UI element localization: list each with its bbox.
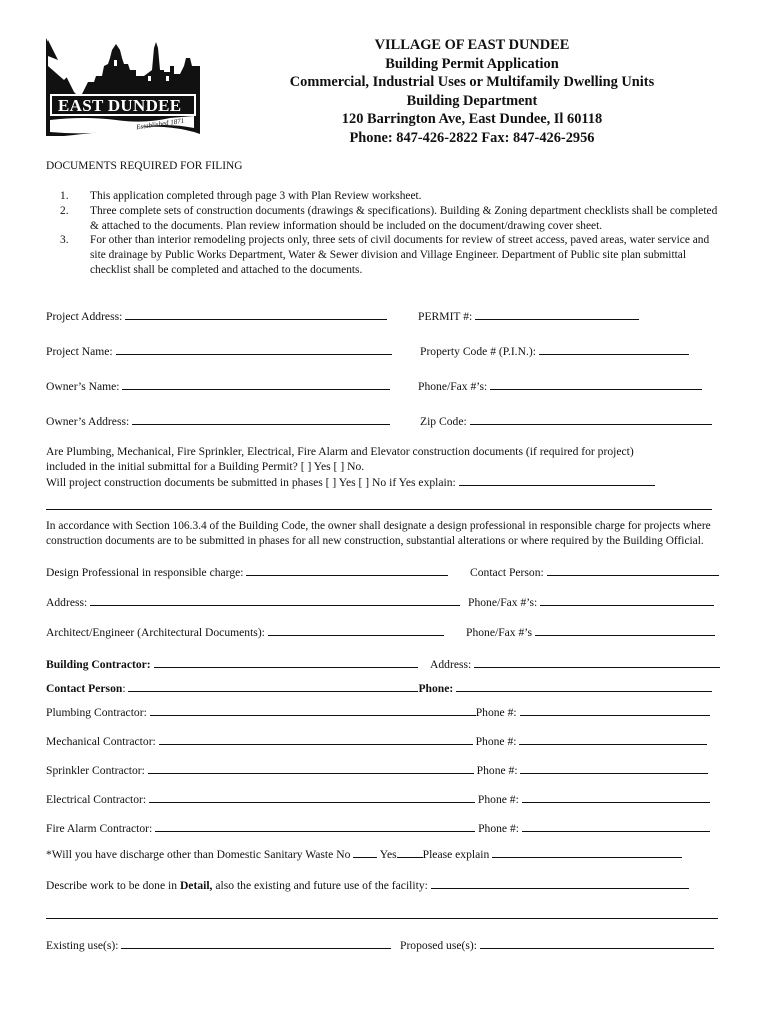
plumbing-contractor-label: Plumbing Contractor: <box>46 706 147 719</box>
building-contractor-label: Building Contractor: <box>46 658 151 671</box>
discharge-no-input[interactable] <box>353 847 377 858</box>
design-contact-label: Contact Person: <box>470 566 544 579</box>
design-professional-field <box>46 565 448 579</box>
department-phone: Phone: 847-426-2822 Fax: 847-426-2956 <box>349 129 595 146</box>
sprinkler-phone-input[interactable] <box>520 763 708 774</box>
project-name-label: Project Name: <box>46 345 113 358</box>
sprinkler-phone-label: Phone #: <box>476 764 518 777</box>
proposed-use-label: Proposed use(s): <box>400 939 477 952</box>
owners-name-field <box>46 379 390 393</box>
design-phone-fax-label: Phone/Fax #’s: <box>468 596 538 609</box>
mechanical-phone-label: Phone #: <box>475 735 517 748</box>
describe-label-pre: Describe work to be done in <box>46 879 180 892</box>
design-professional-label: Design Professional in responsible charge: <box>46 566 244 579</box>
fire-alarm-phone-input[interactable] <box>522 821 710 832</box>
design-professional-paragraph: In accordance with Section 106.3.4 of the Building Code, the owner shall designate a design professional in responsible charge for projects where construction documents are to be submitted in phases for all new construction, substantial alterations or where required by the Building Official. <box>46 520 711 547</box>
plumbing-phone-label: Phone #: <box>475 706 517 719</box>
mechanical-contractor-input[interactable] <box>159 734 473 745</box>
owners-address-input[interactable] <box>132 414 390 425</box>
list-item <box>60 204 720 234</box>
documents-list <box>60 189 720 278</box>
project-address-label: Project Address: <box>46 310 123 323</box>
discharge-yes-label: Yes <box>379 848 397 861</box>
contact-person-colon: : <box>122 682 126 695</box>
project-name-field <box>46 344 392 358</box>
design-contact-input[interactable] <box>547 565 719 576</box>
sprinkler-contractor-input[interactable] <box>148 763 474 774</box>
project-name-input[interactable] <box>116 344 392 355</box>
describe-work-field <box>46 878 689 892</box>
property-code-field <box>420 344 689 358</box>
electrical-contractor-label: Electrical Contractor: <box>46 793 147 806</box>
plumbing-contractor-input[interactable] <box>150 705 476 716</box>
plumbing-phone-input[interactable] <box>520 705 710 716</box>
architect-field <box>46 625 444 639</box>
property-code-input[interactable] <box>539 344 689 355</box>
header-block <box>262 36 682 147</box>
contact-person-phone-input[interactable] <box>456 681 712 692</box>
electrical-phone-label: Phone #: <box>477 793 519 806</box>
sprinkler-contractor-label: Sprinkler Contractor: <box>46 764 145 777</box>
discharge-label: *Will you have discharge other than Domestic Sanitary Waste No <box>46 848 351 861</box>
building-contractor-address-input[interactable] <box>474 657 720 668</box>
describe-label-bold: Detail, <box>179 879 213 892</box>
permit-label: PERMIT #: <box>418 310 473 323</box>
sprinkler-contractor-field <box>46 763 708 777</box>
building-contractor-address-label: Address: <box>430 658 472 671</box>
permit-input[interactable] <box>475 309 639 320</box>
mechanical-contractor-label: Mechanical Contractor: <box>46 735 156 748</box>
fire-alarm-contractor-label: Fire Alarm Contractor: <box>46 822 153 835</box>
list-item-text: Three complete sets of construction documents (drawings & specifications). Building & Zoning department checklists shall be completed & attached to the documents. Plan review information should be included on the document/drawing cover sheet. <box>90 204 718 232</box>
design-address-input[interactable] <box>90 595 460 606</box>
proposed-use-field <box>400 938 714 952</box>
proposed-use-input[interactable] <box>480 938 714 949</box>
describe-work-input[interactable] <box>431 878 689 889</box>
question-submittal-line1: Are Plumbing, Mechanical, Fire Sprinkler, Electrical, Fire Alarm and Elevator construction documents (if required for project) <box>46 445 634 458</box>
phases-explain-continuation-line[interactable] <box>46 509 712 510</box>
owner-phone-fax-label: Phone/Fax #’s: <box>418 380 488 393</box>
existing-use-field <box>46 938 391 952</box>
owner-phone-fax-input[interactable] <box>490 379 702 390</box>
design-professional-input[interactable] <box>246 565 448 576</box>
mechanical-contractor-field <box>46 734 707 748</box>
electrical-phone-input[interactable] <box>522 792 710 803</box>
discharge-explain-label: Please explain <box>422 848 490 861</box>
contact-person-field <box>46 681 712 695</box>
architect-label: Architect/Engineer (Architectural Documents): <box>46 626 265 639</box>
village-logo <box>44 36 204 142</box>
project-address-field <box>46 309 387 323</box>
electrical-contractor-field <box>46 792 710 806</box>
discharge-question <box>46 847 682 861</box>
fire-alarm-contractor-field <box>46 821 710 835</box>
department-address: 120 Barrington Ave, East Dundee, Il 60118 <box>341 111 603 127</box>
mechanical-phone-input[interactable] <box>519 734 707 745</box>
project-address-input[interactable] <box>125 309 387 320</box>
list-item-number: 2. <box>60 204 69 217</box>
design-address-label: Address: <box>46 596 88 609</box>
list-item-text: For other than interior remodeling projects only, three sets of civil documents for review of street access, paved areas, water service and site drainage by Public Works Department, Water & Sewer division and Village Engineer. Department of Public site plan submittal checklist shall be completed and attached to the documents. <box>90 234 710 276</box>
design-contact-field <box>470 565 719 579</box>
design-phone-fax-input[interactable] <box>540 595 714 606</box>
owners-name-input[interactable] <box>122 379 390 390</box>
property-code-label: Property Code # (P.I.N.): <box>420 345 536 358</box>
building-contractor-address-field <box>430 657 720 671</box>
plumbing-contractor-field <box>46 705 710 719</box>
architect-input[interactable] <box>268 625 444 636</box>
question-submittal-line2: included in the initial submittal for a Building Permit? [ ] Yes [ ] No. <box>46 460 365 473</box>
list-item <box>60 233 720 277</box>
describe-work-continuation-line[interactable] <box>46 918 718 919</box>
logo-established: Established 1871 <box>135 116 185 132</box>
electrical-contractor-input[interactable] <box>149 792 475 803</box>
zip-code-field <box>420 414 712 428</box>
skyline-graphic <box>44 36 204 142</box>
list-item-text: This application completed through page 3 with Plan Review worksheet. <box>90 190 422 202</box>
documents-heading: DOCUMENTS REQUIRED FOR FILING <box>46 160 243 172</box>
list-item-number: 3. <box>60 234 69 247</box>
zip-code-label: Zip Code: <box>420 415 467 428</box>
contact-person-label: Contact Person <box>46 682 123 695</box>
list-item-number: 1. <box>60 190 69 202</box>
form-title: Building Permit Application <box>385 55 559 72</box>
fire-alarm-phone-label: Phone #: <box>478 822 519 835</box>
discharge-explain-input[interactable] <box>492 847 682 858</box>
building-contractor-field <box>46 657 418 671</box>
contact-person-input[interactable] <box>128 681 418 692</box>
existing-use-label: Existing use(s): <box>46 939 119 952</box>
owners-address-field <box>46 414 390 428</box>
question-phases <box>46 475 655 489</box>
zip-code-input[interactable] <box>470 414 712 425</box>
owners-name-label: Owner’s Name: <box>46 380 120 393</box>
discharge-yes-input[interactable] <box>397 847 423 858</box>
design-address-field <box>46 595 460 609</box>
existing-use-input[interactable] <box>121 938 391 949</box>
describe-label-post: also the existing and future use of the facility: <box>212 879 428 892</box>
architect-phone-fax-label: Phone/Fax #’s <box>466 626 533 639</box>
building-contractor-input[interactable] <box>154 657 418 668</box>
form-subtitle: Commercial, Industrial Uses or Multifamily Dwelling Units <box>289 74 655 90</box>
department-name: Building Department <box>406 92 538 109</box>
contact-person-phone-label: Phone: <box>418 682 454 695</box>
owners-address-label: Owner’s Address: <box>46 415 130 428</box>
architect-phone-fax-field <box>466 625 715 639</box>
logo-town-name: EAST DUNDEE <box>58 96 182 115</box>
architect-phone-fax-input[interactable] <box>535 625 715 636</box>
village-name: VILLAGE OF EAST DUNDEE <box>374 37 570 53</box>
owner-phone-fax-field <box>418 379 702 393</box>
fire-alarm-contractor-input[interactable] <box>155 821 475 832</box>
design-phone-fax-field <box>468 595 714 609</box>
phases-explain-input[interactable] <box>459 475 655 486</box>
question-phases-label: Will project construction documents be submitted in phases [ ] Yes [ ] No if Yes explain: <box>46 476 456 489</box>
permit-field <box>418 309 639 323</box>
list-item <box>60 189 720 204</box>
